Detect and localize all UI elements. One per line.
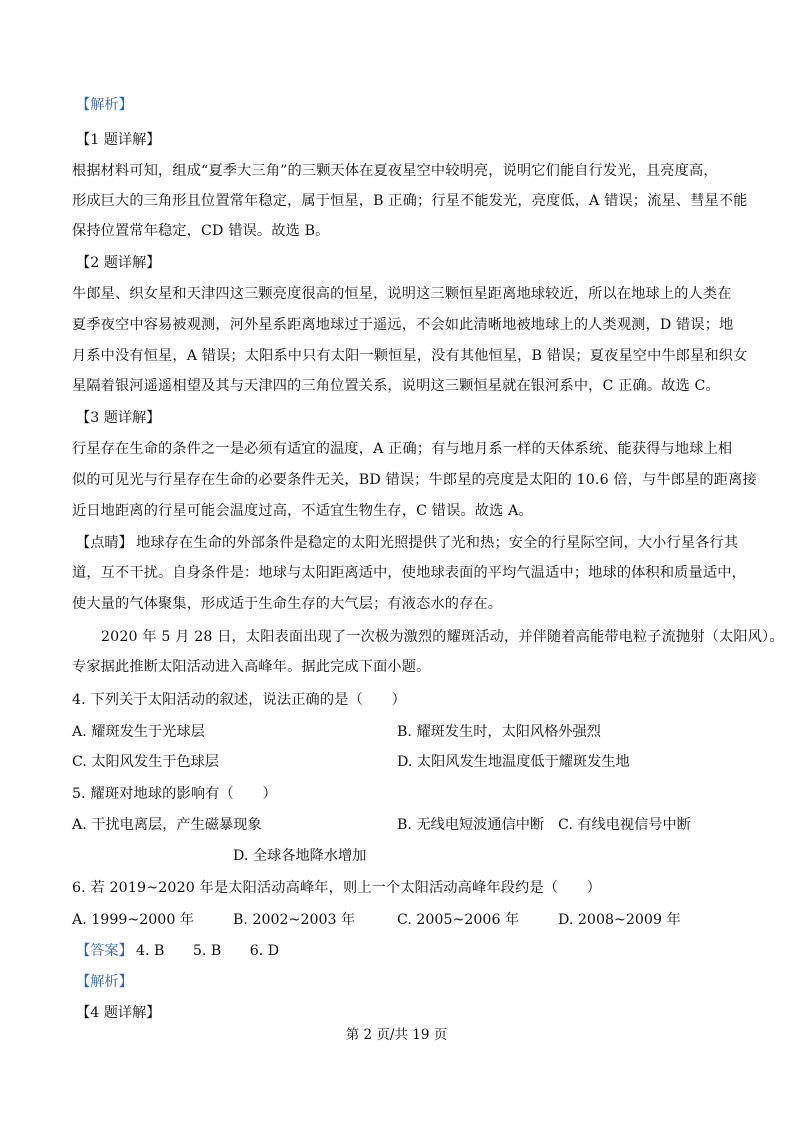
q2-heading: 【2 题详解】 (76, 255, 161, 271)
q5-option-b: B. 无线电短波通信中断 (397, 817, 545, 833)
analysis-tag: 【解析】 (76, 974, 133, 990)
q2-line: 夏季夜空中容易被观测，河外星系距离地球过于遥远，不会如此清晰地被地球上的人类观测，D 错误；地 (72, 317, 734, 333)
q3-heading: 【3 题详解】 (76, 410, 161, 426)
q5-option-a: A. 干扰电离层，产生磁暴现象 (72, 817, 262, 833)
q4-option-b: B. 耀斑发生时，太阳风格外强烈 (397, 724, 601, 740)
key-point-line: 道，互不干扰。自身条件是：地球与太阳距离适中，使地球表面的平均气温适中；地球的体积和质量适中， (72, 565, 746, 581)
page-footer: 第 2 页/共 19 页 (345, 1027, 448, 1043)
q5-option-c: C. 有线电视信号中断 (558, 817, 691, 833)
q2-line: 月系中没有恒星，A 错误；太阳系中只有太阳一颗恒星，没有其他恒星，B 错误；夏夜星空中牛郎星和织女 (72, 348, 748, 364)
material-line: 2020 年 5 月 28 日，太阳表面出现了一次极为激烈的耀斑活动，并伴随着高能带电粒子流抛射（太阳风）。 (101, 629, 784, 645)
key-point-line: 地球存在生命的外部条件是稳定的太阳光照提供了光和热；安全的行星际空间，大小行星各行其 (136, 535, 739, 551)
q1-line: 形成巨大的三角形且位置常年稳定，属于恒星，B 正确；行星不能发光，亮度低，A 错误；流星、彗星不能 (72, 193, 748, 209)
q4-option-a: A. 耀斑发生于光球层 (72, 724, 205, 740)
q5-stem: 5. 耀斑对地球的影响有（ ） (72, 786, 277, 802)
answer-tag: 【答案】 (76, 943, 133, 959)
q1-line: 根据材料可知，组成“夏季大三角”的三颗天体在夏夜星空中较明亮，说明它们能自行发光，且亮度高， (72, 163, 718, 179)
q2-line: 星隔着银河遥遥相望及其与天津四的三角位置关系，说明这三颗恒星就在银河系中，C 正确。故选 C。 (72, 378, 720, 394)
q2-line: 牛郎星、织女星和天津四这三颗亮度很高的恒星，说明这三颗恒星距离地球较近，所以在地球上的人类在 (72, 286, 732, 302)
q3-line: 似的可见光与行星存在生命的必要条件无关，BD 错误；牛郎星的亮度是太阳的 10.6 倍，与牛郎星的距离接 (72, 472, 757, 488)
q4-stem: 4. 下列关于太阳活动的叙述，说法正确的是（ ） (72, 692, 406, 708)
q3-line: 行星存在生命的条件之一是必须有适宜的温度，A 正确；有与地月系一样的天体系统、能获得与地球上相 (72, 441, 733, 457)
material-line: 专家据此推断太阳活动进入高峰年。据此完成下面小题。 (72, 659, 431, 675)
q4-option-c: C. 太阳风发生于色球层 (72, 754, 220, 770)
q4-heading: 【4 题详解】 (76, 1005, 161, 1021)
key-point-tag: 【点睛】 (76, 535, 133, 551)
analysis-tag: 【解析】 (76, 97, 133, 113)
q3-line: 近日地距离的行星可能会温度过高，不适宜生物生存，C 错误。故选 A。 (72, 503, 533, 519)
answer-text: 4. B 5. B 6. D (136, 943, 280, 959)
q6-option-d: D. 2008~2009 年 (558, 912, 681, 928)
key-point-line: 使大量的气体聚集，形成适于生命生存的大气层；有液态水的存在。 (72, 596, 503, 612)
q6-stem: 6. 若 2019~2020 年是太阳活动高峰年，则上一个太阳活动高峰年段约是（ ） (72, 880, 602, 896)
q6-option-c: C. 2005~2006 年 (397, 912, 520, 928)
q1-line: 保持位置常年稳定，CD 错误。故选 B。 (72, 223, 330, 239)
q6-option-b: B. 2002~2003 年 (233, 912, 356, 928)
q4-option-d: D. 太阳风发生地温度低于耀斑发生地 (397, 754, 630, 770)
q6-option-a: A. 1999~2000 年 (72, 912, 195, 928)
q5-option-d: D. 全球各地降水增加 (233, 848, 367, 864)
q1-heading: 【1 题详解】 (76, 132, 161, 148)
